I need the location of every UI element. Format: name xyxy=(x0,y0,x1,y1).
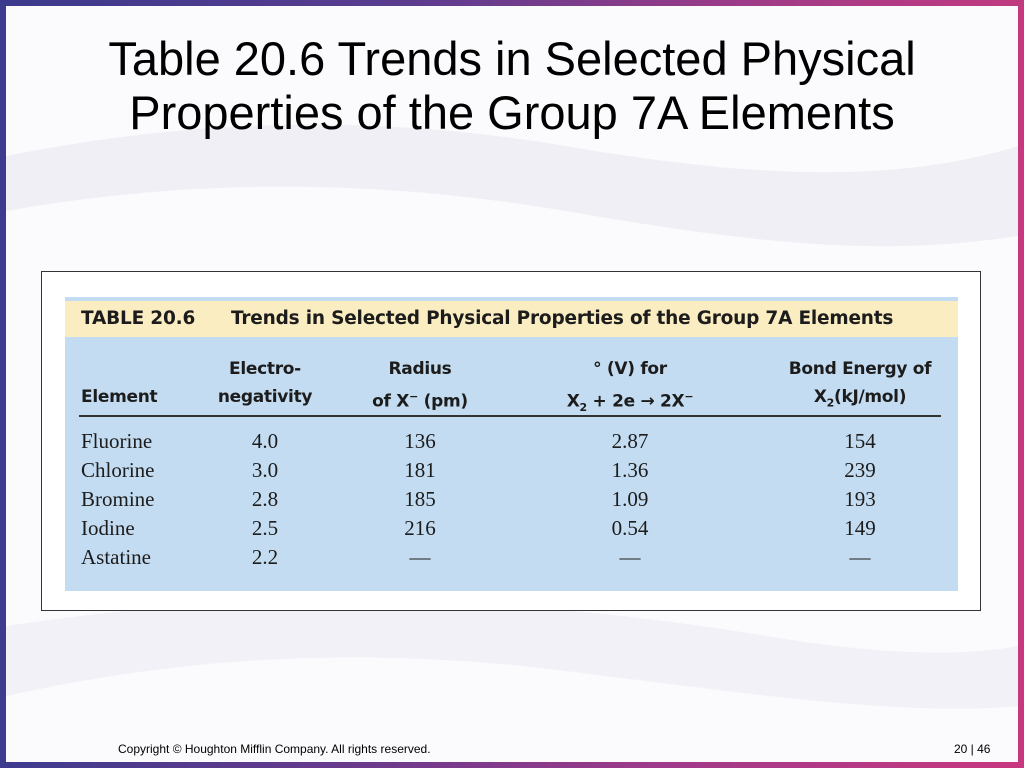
cell-potential: 1.36 xyxy=(611,458,649,482)
cell-potential: 2.87 xyxy=(611,429,649,453)
cell-radius: 181 xyxy=(404,458,436,482)
table-figure xyxy=(41,271,981,611)
header-radius-text: of X xyxy=(372,391,410,412)
cell-element: Chlorine xyxy=(81,458,155,482)
cell-electronegativity: 4.0 xyxy=(251,429,279,453)
cell-radius: — xyxy=(409,545,431,569)
header-rule xyxy=(79,415,941,417)
cell-bond-energy: 154 xyxy=(844,429,876,453)
cell-potential: 1.09 xyxy=(611,487,649,511)
header-electronegativity-line-2: negativity xyxy=(217,387,313,407)
table-caption-text: Trends in Selected Physical Properties of the Group 7A Elements xyxy=(231,308,894,329)
cell-electronegativity: 3.0 xyxy=(251,458,279,482)
header-bond-energy xyxy=(775,355,945,417)
cell-potential: — xyxy=(619,545,641,569)
footer-page-number: 20 | 46 xyxy=(954,742,991,756)
header-potential xyxy=(535,355,725,422)
header-potential-x: X xyxy=(566,391,580,412)
header-radius-line-1: Radius xyxy=(388,359,452,379)
cell-element: Fluorine xyxy=(81,429,153,453)
header-potential-sub: 2 xyxy=(579,401,587,415)
slide-title xyxy=(6,32,1018,140)
cell-bond-energy: 149 xyxy=(844,516,876,540)
table-caption xyxy=(65,301,958,337)
header-radius-sup: − xyxy=(409,390,418,403)
slide xyxy=(6,6,1018,762)
cell-potential: 0.54 xyxy=(611,516,649,540)
cell-radius: 216 xyxy=(404,516,436,540)
cell-bond-energy: 239 xyxy=(844,458,876,482)
cell-radius: 185 xyxy=(404,487,436,511)
table-panel xyxy=(65,297,958,591)
header-potential-eq: + 2e → 2X xyxy=(586,391,685,412)
header-bond-energy-line-2 xyxy=(775,383,945,417)
cell-element: Astatine xyxy=(81,545,151,569)
cell-electronegativity: 2.2 xyxy=(251,545,279,569)
cell-bond-energy: 193 xyxy=(844,487,876,511)
header-electronegativity xyxy=(215,355,315,411)
header-potential-line-1: ° (V) for xyxy=(593,359,667,379)
slide-title-line-1: Table 20.6 Trends in Selected Physical xyxy=(108,32,916,85)
header-bond-energy-line-1: Bond Energy of xyxy=(788,359,932,379)
header-bond-unit: (kJ/mol) xyxy=(833,387,907,407)
header-radius xyxy=(355,355,485,416)
header-bond-x: X xyxy=(813,387,827,407)
header-electronegativity-line-1: Electro- xyxy=(229,359,301,379)
slide-title-line-2: Properties of the Group 7A Elements xyxy=(129,86,895,139)
cell-radius: 136 xyxy=(404,429,436,453)
footer-copyright: Copyright © Houghton Mifflin Company. All rights reserved. xyxy=(118,742,431,756)
header-bond-sub: 2 xyxy=(826,396,834,410)
cell-element: Iodine xyxy=(81,516,135,540)
cell-bond-energy: — xyxy=(849,545,871,569)
cell-electronegativity: 2.5 xyxy=(251,516,279,540)
header-radius-line-2 xyxy=(355,383,485,416)
cell-element: Bromine xyxy=(81,487,155,511)
table-caption-number: TABLE 20.6 xyxy=(81,308,196,329)
header-potential-sup: − xyxy=(684,390,694,403)
header-radius-unit: (pm) xyxy=(417,391,468,412)
header-element: Element xyxy=(81,387,158,407)
cell-electronegativity: 2.8 xyxy=(251,487,279,511)
